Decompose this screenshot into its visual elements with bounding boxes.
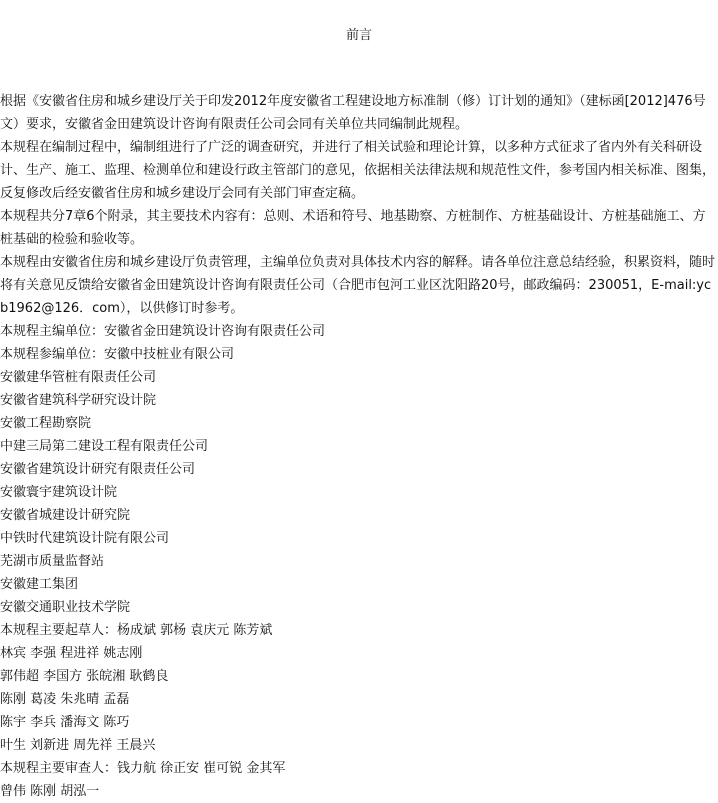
- reviewer-line: 曾伟 陈刚 胡泓一: [0, 784, 100, 799]
- drafter-line: 叶生 刘新进 周先祥 王晨兴: [0, 738, 156, 753]
- paragraph-contents: 本规程共分7章6个附录，其主要技术内容有：总则、术语和符号、地基勘察、方桩制作、方桩基础设计、方桩基础施工、方桩基础的检验和验收等。: [0, 209, 706, 247]
- participating-unit-line: 安徽建工集团: [0, 577, 79, 592]
- paragraph-management: 本规程由安徽省住房和城乡建设厅负责管理，主编单位负责对具体技术内容的解释。请各单位注意总结经验，积累资料，随时将有关意见反馈给安徽省金田建筑设计咨询有限责任公司（合肥市包河工业区沈阳路20号，邮政编码：230051，E-mail:ycb1962@126．com），以供修订时参考。: [0, 255, 716, 316]
- drafter-line: 陈刚 葛凌 朱兆晴 孟磊: [0, 692, 130, 707]
- paragraph-process: 本规程在编制过程中，编制组进行了广泛的调查研究，并进行了相关试验和理论计算，以多种方式征求了省内外有关科研设计、生产、施工、监理、检测单位和建设行政主管部门的意见，依据相关法律法规和规范性文件，参考国内相关标准、图集，反复修改后经安徽省住房和城乡建设厅会同有关部门审查定稿。: [0, 140, 716, 201]
- participating-unit-line: 安徽省建筑科学研究设计院: [0, 393, 157, 408]
- participating-unit-line: 芜湖市质量监督站: [0, 554, 105, 569]
- participating-unit-line: 安徽省城建设计研究院: [0, 508, 131, 523]
- participating-unit-line: 中铁时代建筑设计院有限公司: [0, 531, 170, 546]
- paragraph-basis: 根据《安徽省住房和城乡建设厅关于印发2012年度安徽省工程建设地方标准制（修）订计划的通知》（建标函[2012]476号文）要求，安徽省金田建筑设计咨询有限责任公司会同有关单位共同编制此规程。: [0, 94, 706, 132]
- participating-unit-line: 安徽省建筑设计研究有限责任公司: [0, 462, 196, 477]
- participating-unit-line: 安徽交通职业技术学院: [0, 600, 131, 615]
- reviewer-line: 本规程主要审查人：钱力航 徐正安 崔可锐 金其军: [0, 761, 286, 776]
- participating-unit-line: 本规程参编单位：安徽中技桩业有限公司: [0, 347, 235, 362]
- page-title: 前言: [345, 28, 372, 43]
- participating-unit-line: 中建三局第二建设工程有限责任公司: [0, 439, 209, 454]
- participating-unit-line: 安徽建华管桩有限责任公司: [0, 370, 157, 385]
- drafter-line: 林宾 李强 程进祥 姚志刚: [0, 646, 143, 661]
- participating-unit-line: 安徽工程勘察院: [0, 416, 92, 431]
- chief-editor-line: 本规程主编单位：安徽省金田建筑设计咨询有限责任公司: [0, 324, 326, 339]
- participating-unit-line: 安徽寰宇建筑设计院: [0, 485, 118, 500]
- document-body: [0, 90, 716, 803]
- drafter-line: 本规程主要起草人：杨成斌 郭杨 袁庆元 陈芳斌: [0, 623, 273, 638]
- drafter-line: 郭伟超 李国方 张皖湘 耿鹤良: [0, 669, 169, 684]
- drafter-line: 陈宇 李兵 潘海文 陈巧: [0, 715, 130, 730]
